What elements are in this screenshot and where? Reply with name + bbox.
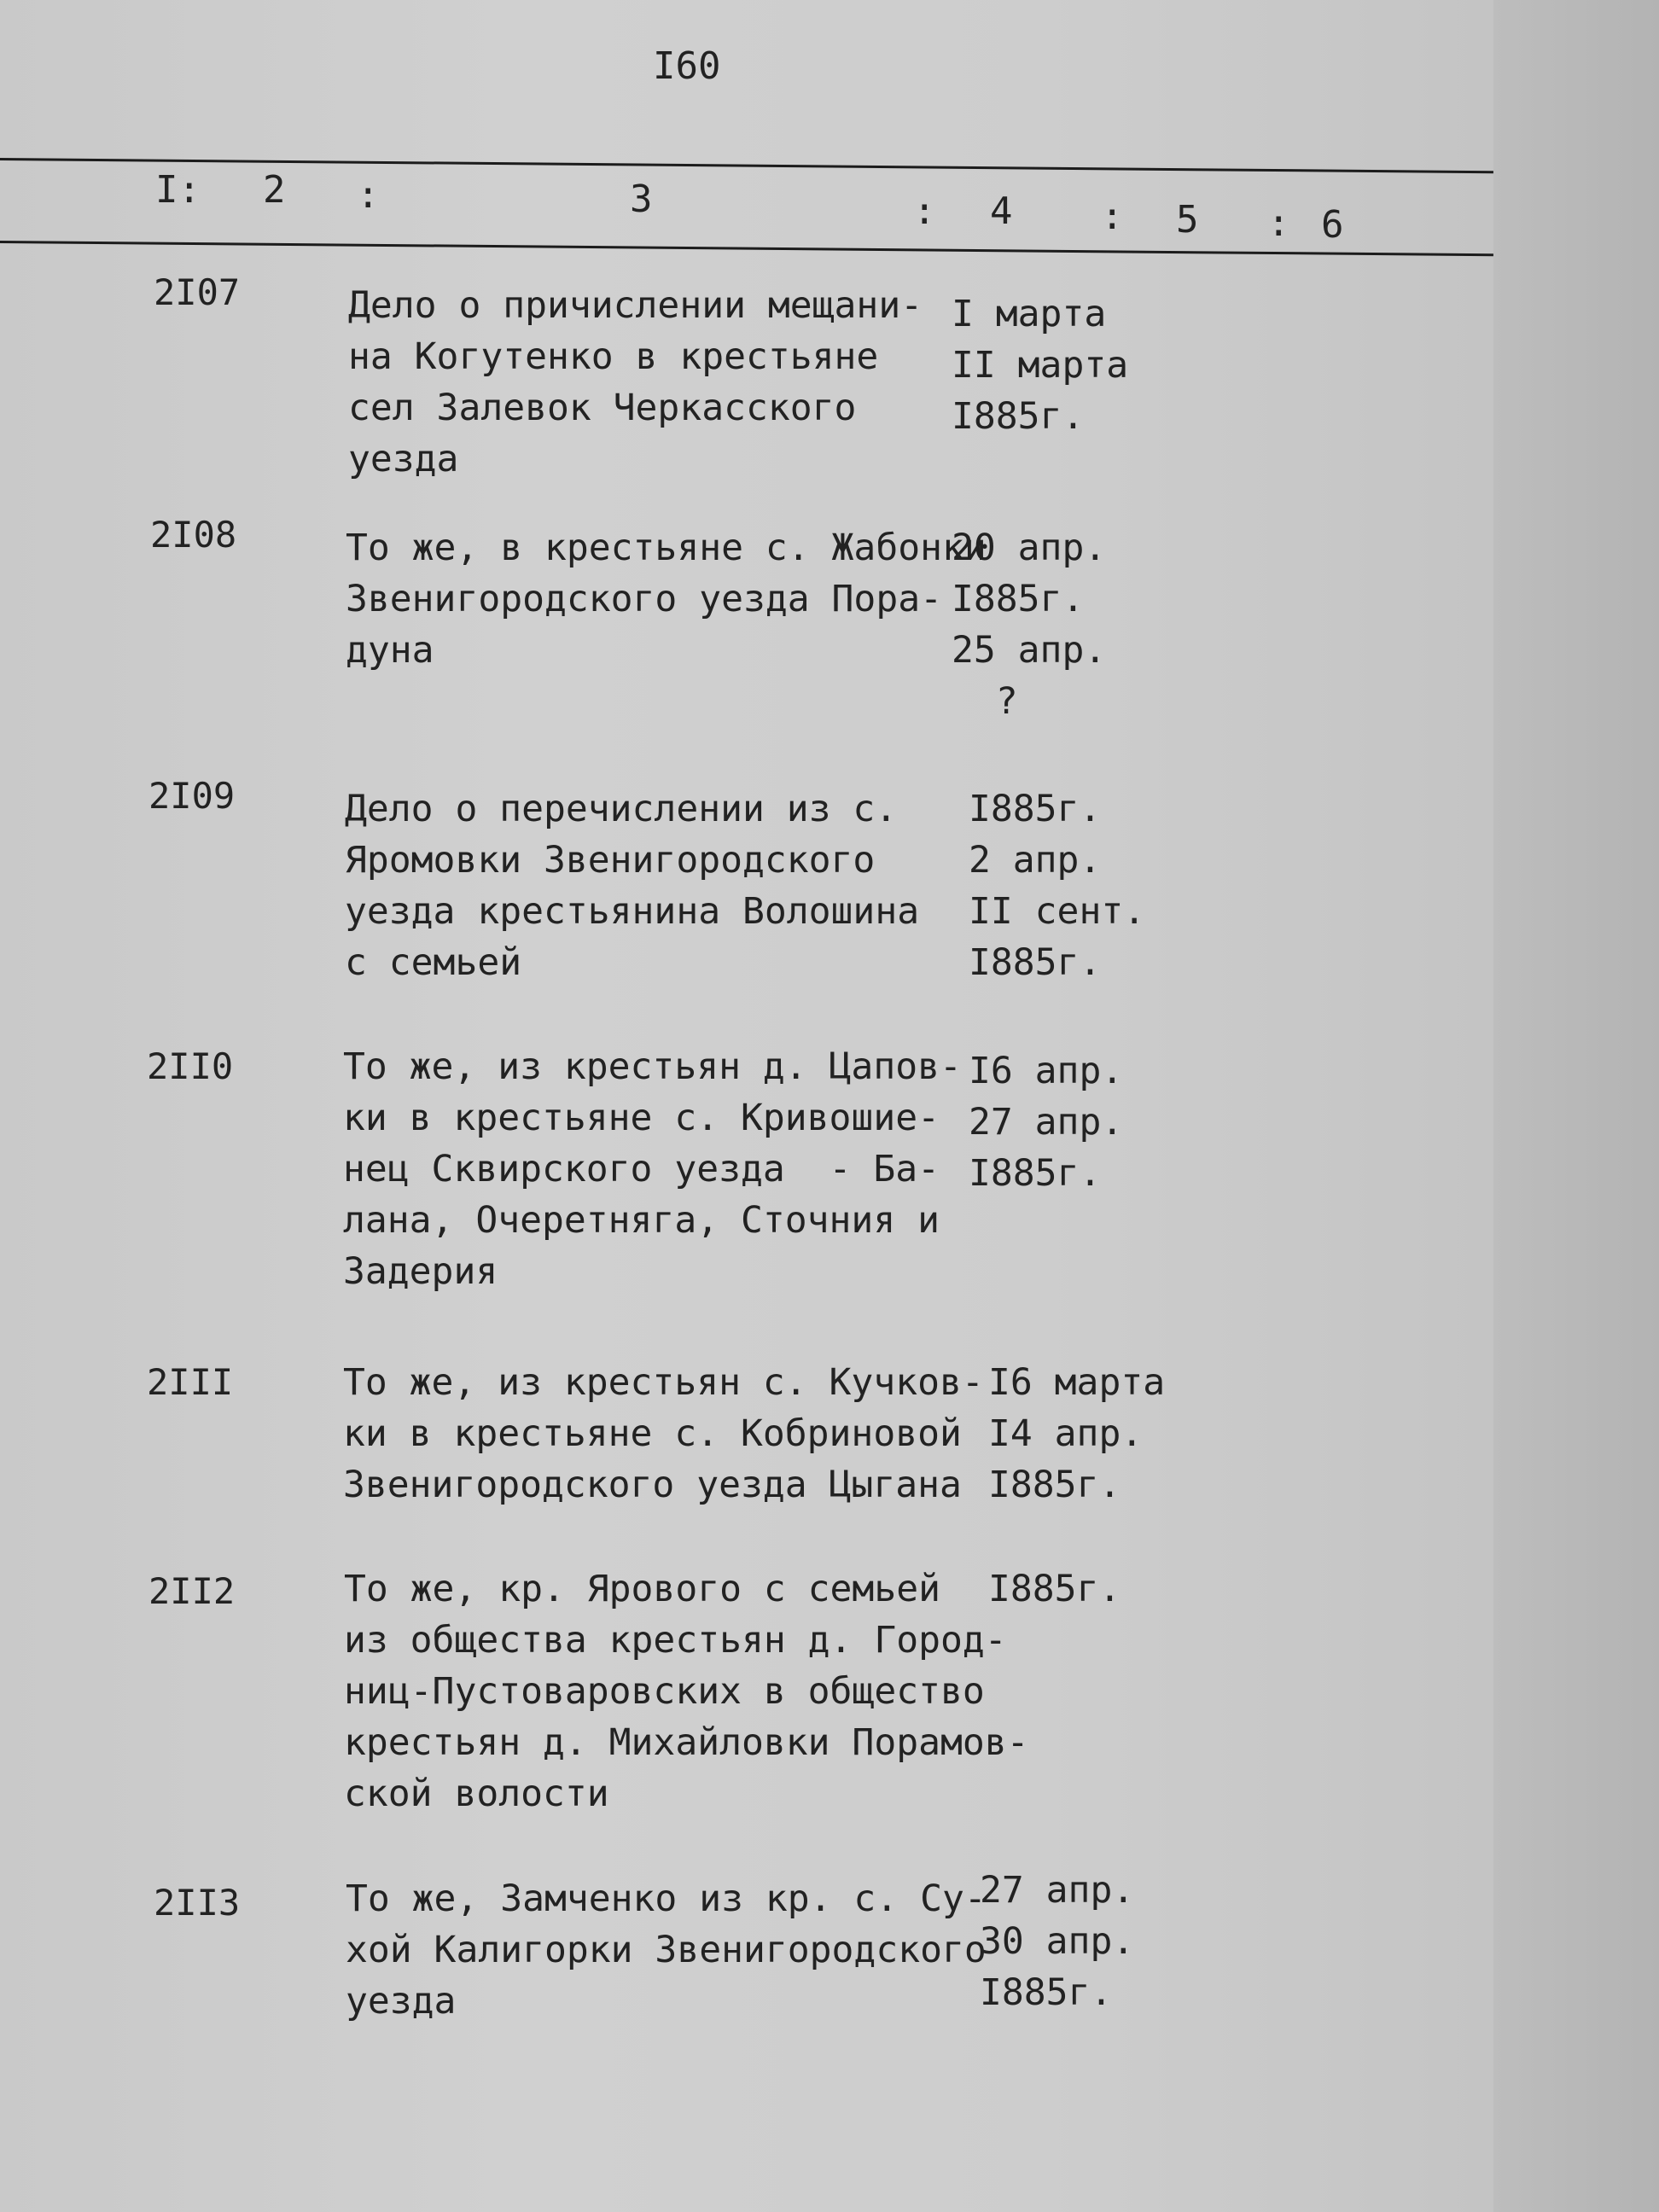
entry-dates: I6 марта I4 апр. I885г. [988,1361,1166,1506]
entry-description: Дело о причислении мещани- на Когутенко в крестьяне сел Залевок Черкасского уезда [348,284,923,480]
header-col-3: 3 [630,178,653,221]
entry-dates: 27 апр. 30 апр. I885г. [980,1869,1135,2014]
entry-dates: I885г. 2 апр. II сент. I885г. [969,788,1146,984]
entry-description: Дело о перечислении из с. Яромовки Звенигородского уезда крестьянина Волошина с семьей [345,788,920,984]
entry-dates: I марта II марта I885г. [952,293,1129,438]
entry-description: То же, в крестьяне с. Жабонки Звенигородского уезда Пора- дуна [346,527,987,672]
header-separator: : [1267,201,1290,245]
entry-description: То же, кр. Ярового с семьей из общества крестьян д. Город- ниц-Пустоваровских в общество крестьян д. Михайловки Порамов- ской волости [344,1568,1029,1815]
entry-description: То же, из крестьян д. Цапов- ки в крестьяне с. Кривошие- нец Сквирского уезда - Ба- лана, Очеретняга, Сточния и Задерия [343,1045,962,1293]
header-separator: : [357,173,380,217]
entry-number: 2I08 [150,514,237,556]
entry-description: То же, Замченко из кр. с. Су- хой Калигорки Звенигородского уезда [346,1877,987,2023]
entry-dates: 20 апр. I885г. 25 апр. ? [952,527,1107,723]
header-col-5: 5 [1176,198,1199,242]
header-col-1: I: [155,168,201,212]
page-edge-background [1493,0,1659,2212]
page-number: I60 [653,44,721,88]
header-separator: : [913,189,936,233]
entry-number: 2II2 [148,1570,236,1612]
entry-number: 2I07 [154,271,241,313]
header-separator: : [1101,195,1124,238]
header-col-6: 6 [1321,203,1344,247]
entry-number: 2II3 [154,1882,241,1924]
entry-number: 2I09 [148,775,236,817]
entry-dates: I6 апр. 27 апр. I885г. [969,1050,1124,1195]
entry-number: 2II0 [147,1045,234,1087]
header-col-4: 4 [990,189,1013,233]
entry-number: 2III [147,1361,234,1403]
entry-dates: I885г. [988,1568,1121,1610]
entry-description: То же, из крестьян с. Кучков- ки в крестьяне с. Кобриновой Звенигородского уезда Цыгана [343,1361,984,1506]
header-col-2: 2 [263,168,286,212]
